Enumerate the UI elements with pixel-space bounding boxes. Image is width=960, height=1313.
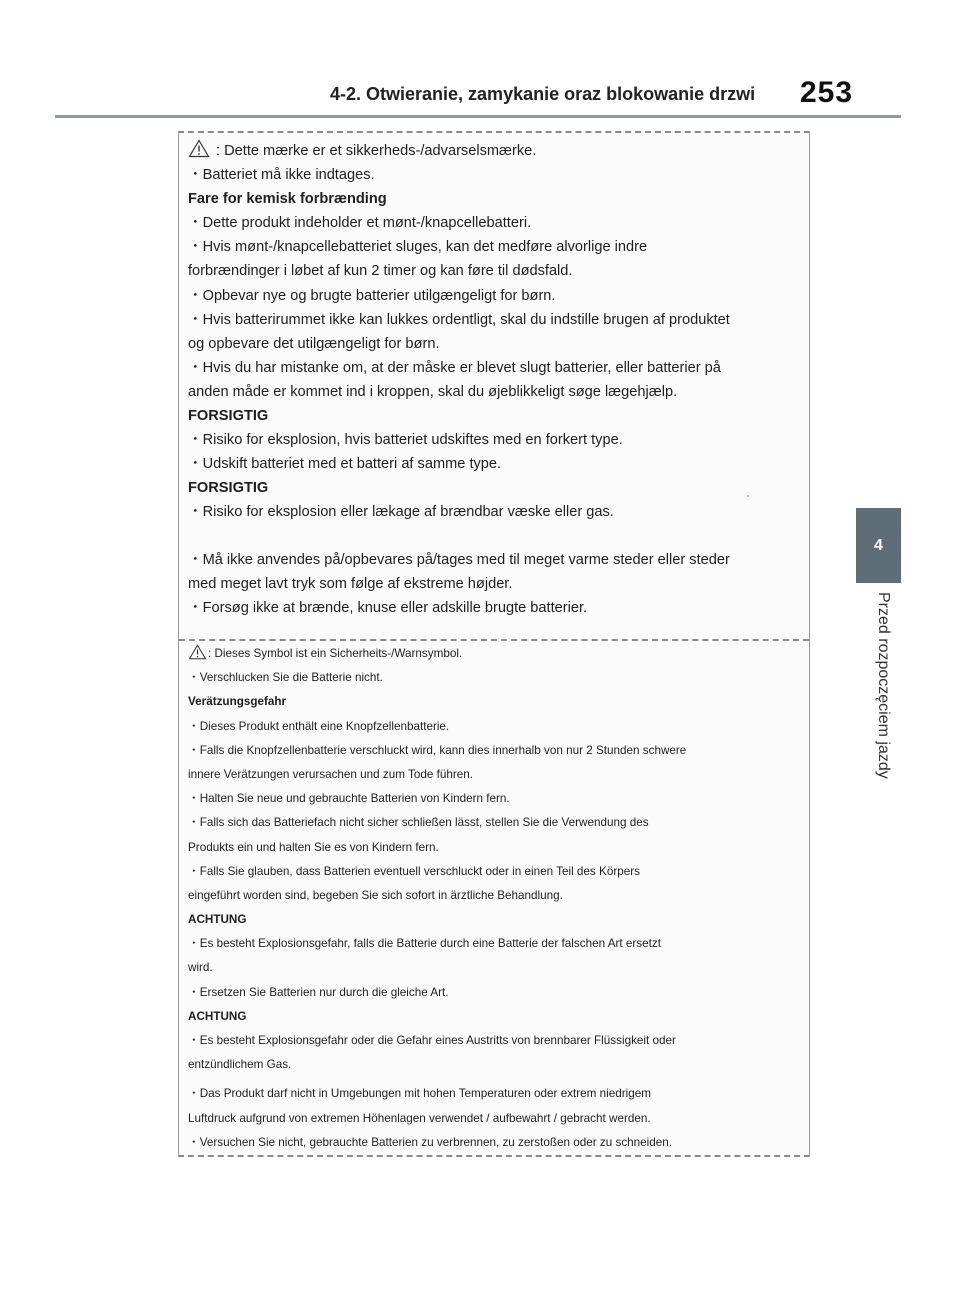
danish-heading-3: FORSIGTIG xyxy=(188,480,269,497)
warning-triangle-icon xyxy=(188,644,207,660)
danish-heading-1: Fare for kemisk forbrænding xyxy=(188,191,387,208)
german-line-8: ・Falls Sie glauben, dass Batterien eventuell verschluckt oder in einen Teil des Körpers xyxy=(188,864,640,878)
danish-line-9: anden måde er kommet ind i kroppen, skal du øjeblikkeligt søge lægehjælp. xyxy=(188,383,678,400)
german-symbol-line xyxy=(188,642,800,666)
danish-symbol-text: : Dette mærke er et sikkerheds-/advarselsmærke. xyxy=(216,143,537,159)
warning-triangle-icon xyxy=(188,139,210,158)
danish-line-13: ・Må ikke anvendes på/opbevares på/tages med til meget varme steder eller steder xyxy=(188,551,730,568)
print-speck xyxy=(747,495,749,497)
german-line-2: ・Dieses Produkt enthält eine Knopfzellenbatterie. xyxy=(188,719,450,733)
page-number: 253 xyxy=(800,76,854,109)
chapter-label: Przed rozpoczęciem jazdy xyxy=(875,592,892,779)
section-divider xyxy=(179,639,809,641)
battery-warning-label xyxy=(178,131,810,1157)
danish-line-3: ・Hvis mønt-/knapcellebatteriet sluges, kan det medføre alvorlige indre xyxy=(188,239,648,256)
german-line-15: ・Das Produkt darf nicht in Umgebungen mit hohen Temperaturen oder extrem niedrigem xyxy=(188,1087,651,1101)
header-rule xyxy=(55,115,901,118)
danish-heading-2: FORSIGTIG xyxy=(188,408,269,425)
chapter-tab xyxy=(856,508,901,583)
german-line-1: ・Verschlucken Sie die Batterie nicht. xyxy=(188,671,383,685)
german-line-10: ・Es besteht Explosionsgefahr, falls die Batterie durch eine Batterie der falschen Art ersetzt xyxy=(188,937,661,951)
chapter-number: 4 xyxy=(874,536,883,554)
german-heading-3: ACHTUNG xyxy=(188,1009,247,1023)
danish-line-5: ・Opbevar nye og brugte batterier utilgængeligt for børn. xyxy=(188,287,556,304)
german-line-6: ・Falls sich das Batteriefach nicht sicher schließen lässt, stellen Sie die Verwendung des xyxy=(188,816,649,830)
german-line-12: ・Ersetzen Sie Batterien nur durch die gleiche Art. xyxy=(188,985,449,999)
german-line-3: ・Falls die Knopfzellenbatterie verschluckt wird, kann dies innerhalb von nur 2 Stunden schwere xyxy=(188,743,687,757)
danish-line-4: forbrændinger i løbet af kun 2 timer og kan føre til dødsfald. xyxy=(188,263,573,280)
danish-line-12: ・Risiko for eksplosion eller lækage af brændbar væske eller gas. xyxy=(188,504,614,521)
german-line-17: ・Versuchen Sie nicht, gebrauchte Batterien zu verbrennen, zu zerstoßen oder zu schneiden. xyxy=(188,1135,673,1149)
danish-line-14: med meget lavt tryk som følge af ekstreme højder. xyxy=(188,575,513,592)
danish-line-15: ・Forsøg ikke at brænde, knuse eller adskille brugte batterier. xyxy=(188,599,588,616)
german-line-5: ・Halten Sie neue und gebrauchte Batterien von Kindern fern. xyxy=(188,792,510,806)
german-heading-2: ACHTUNG xyxy=(188,913,247,927)
german-warning-section xyxy=(179,642,809,1157)
danish-symbol-line xyxy=(188,139,800,163)
page-header-title: 4-2. Otwieranie, zamykanie oraz blokowanie drzwi xyxy=(330,84,756,104)
german-symbol-text: : Dieses Symbol ist ein Sicherheits-/Warnsymbol. xyxy=(208,647,463,660)
german-line-7: Produkts ein und halten Sie es von Kindern fern. xyxy=(188,840,439,854)
danish-line-8: ・Hvis du har mistanke om, at der måske er blevet slugt batterier, eller batterier på xyxy=(188,359,721,376)
german-line-16: Luftdruck aufgrund von extremen Höhenlagen verwendet / aufbewahrt / gebracht werden. xyxy=(188,1111,651,1125)
danish-line-11: ・Udskift batteriet med et batteri af samme type. xyxy=(188,456,502,473)
danish-line-7: og opbevare det utilgængeligt for børn. xyxy=(188,335,440,352)
danish-line-1: ・Batteriet må ikke indtages. xyxy=(188,167,375,184)
german-line-14: entzündlichem Gas. xyxy=(188,1058,292,1072)
german-line-13: ・Es besteht Explosionsgefahr oder die Gefahr eines Austritts von brennbarer Flüssigkeit oder xyxy=(188,1034,676,1047)
german-line-9: eingeführt worden sind, begeben Sie sich sofort in ärztliche Behandlung. xyxy=(188,888,563,902)
german-line-4: innere Verätzungen verursachen und zum Tode führen. xyxy=(188,767,474,781)
danish-line-6: ・Hvis batterirummet ikke kan lukkes ordentligt, skal du indstille brugen af produktet xyxy=(188,311,730,328)
german-line-11: wird. xyxy=(188,961,213,975)
german-heading-1: Verätzungsgefahr xyxy=(188,695,287,709)
danish-warning-section xyxy=(179,139,809,639)
danish-line-2: ・Dette produkt indeholder et mønt-/knapcellebatteri. xyxy=(188,215,532,232)
danish-line-10: ・Risiko for eksplosion, hvis batteriet udskiftes med en forkert type. xyxy=(188,432,623,449)
